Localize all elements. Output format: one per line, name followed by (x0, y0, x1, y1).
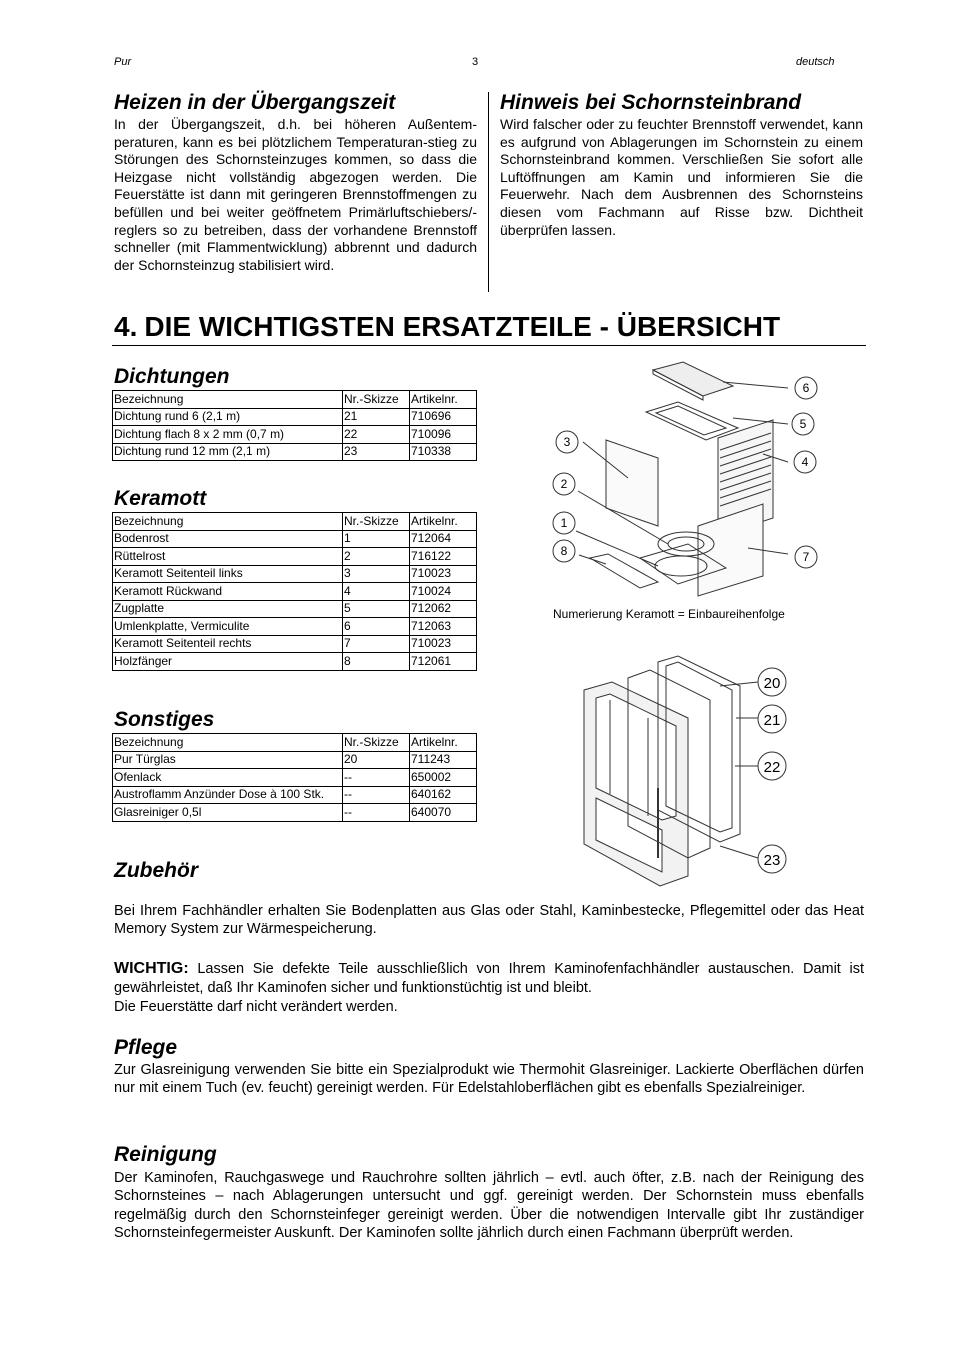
cell: Dichtung rund 12 mm (2,1 m) (113, 443, 343, 461)
label-3: 3 (563, 435, 571, 449)
cell: 640070 (410, 804, 477, 822)
table-row (113, 408, 477, 426)
table-row (113, 583, 477, 601)
section-rule (112, 345, 866, 346)
door-exploded-drawing (570, 648, 800, 890)
sonstiges-table (112, 733, 477, 822)
section-number: 4. (114, 311, 138, 342)
cell: Zugplatte (113, 600, 343, 618)
header-cell: Nr.-Skizze (343, 391, 410, 409)
hinweis-text: Wird falscher oder zu feuchter Brennstoff verwendet, kann es aufgrund von Ablagerungen im Schornstein zu einem Schornsteinbrand kommen. Verschließen Sie sofort alle Luftöffnungen am Kamin und informieren Sie die Feuerwehr. Nach dem Ausbrennen des Schornsteins diesen vom Fachmann auf Risse bzw. Dichtheit überprüfen lassen. (500, 116, 863, 238)
cell: 716122 (410, 548, 477, 566)
keramott-title: Keramott (114, 487, 207, 510)
zubehoer-text: Bei Ihrem Fachhändler erhalten Sie Bodenplatten aus Glas oder Stahl, Kaminbestecke, Pflegemittel oder das Heat Memory System zur Wärmespeicherung. (114, 903, 864, 937)
section-title (114, 311, 780, 343)
heizen-title: Heizen in der Übergangszeit (114, 91, 396, 114)
table-row (113, 565, 477, 583)
label-22: 22 (763, 759, 781, 776)
cell: 710024 (410, 583, 477, 601)
cell: 710096 (410, 426, 477, 444)
cell: 5 (343, 600, 410, 618)
label-21: 21 (763, 712, 781, 729)
cell: 712061 (410, 653, 477, 671)
keramott-table (112, 512, 477, 671)
label-4: 4 (801, 455, 809, 469)
table-row (113, 443, 477, 461)
table-row (113, 618, 477, 636)
header-cell: Artikelnr. (410, 513, 477, 531)
label-2: 2 (560, 477, 568, 491)
cell: 710696 (410, 408, 477, 426)
cell: -- (343, 804, 410, 822)
header-cell: Nr.-Skizze (343, 513, 410, 531)
table-row (113, 804, 477, 822)
cell: 22 (343, 426, 410, 444)
header-right: deutsch (796, 56, 835, 68)
cell: 711243 (410, 751, 477, 769)
label-23: 23 (763, 852, 781, 869)
label-7: 7 (802, 550, 810, 564)
table-row (113, 769, 477, 787)
table-row (113, 751, 477, 769)
heizen-text: In der Übergangszeit, d.h. bei höheren Außentem-peraturen, kann es bei plötzlichem Temperaturan-stieg zu Störungen des Schornsteinzuges kommen, so dass die Heizgase nicht vollständig abgezogen werden. Die Feuerstätte ist dann mit geringeren Brennstoffmengen zu befüllen und bei weiter geöffnetem Primärluftschiebers/-reglers so zu betreiben, dass der vorhandene Brennstoff schneller (mit Flammentwicklung) abbrennt und dadurch der Schornsteinzug stabilisiert wird. (114, 116, 477, 273)
cell: 650002 (410, 769, 477, 787)
wichtig-text2: Die Feuerstätte darf nicht verändert werden. (114, 999, 398, 1015)
cell: 2 (343, 548, 410, 566)
section-title-text: DIE WICHTIGSTEN ERSATZTEILE - ÜBERSICHT (144, 311, 781, 342)
cell: 20 (343, 751, 410, 769)
dichtungen-table (112, 390, 477, 461)
table-row (113, 786, 477, 804)
pflege-title: Pflege (114, 1036, 178, 1059)
label-6: 6 (802, 381, 810, 395)
keramott-figure-caption: Numerierung Keramott = Einbaureihenfolge (553, 607, 785, 621)
table-row (113, 548, 477, 566)
header-cell: Nr.-Skizze (343, 734, 410, 752)
header-cell: Bezeichnung (113, 734, 343, 752)
cell: Umlenkplatte, Vermiculite (113, 618, 343, 636)
header-cell: Bezeichnung (113, 391, 343, 409)
reinigung-title: Reinigung (114, 1143, 217, 1166)
cell: Austroflamm Anzünder Dose à 100 Stk. (113, 786, 343, 804)
cell: 6 (343, 618, 410, 636)
table-row (113, 600, 477, 618)
cell: Dichtung rund 6 (2,1 m) (113, 408, 343, 426)
header-cell: Artikelnr. (410, 734, 477, 752)
label-1: 1 (560, 516, 568, 530)
cell: Bodenrost (113, 530, 343, 548)
cell: Pur Türglas (113, 751, 343, 769)
table-header-row (113, 391, 477, 409)
label-5: 5 (799, 417, 807, 431)
cell: Holzfänger (113, 653, 343, 671)
cell: Keramott Seitenteil rechts (113, 635, 343, 653)
wichtig-text: Lassen Sie defekte Teile ausschließlich von Ihrem Kaminofenfachhändler austauschen. Damit ist gewährleistet, daß Ihr Kaminofen sicher und funktionstüchtig ist und bleibt. (114, 961, 864, 996)
header-cell: Artikelnr. (410, 391, 477, 409)
keramott-exploded-drawing (548, 358, 828, 598)
header-left: Pur (114, 56, 132, 68)
cell: 7 (343, 635, 410, 653)
table-row (113, 653, 477, 671)
cell: 712062 (410, 600, 477, 618)
cell: 1 (343, 530, 410, 548)
cell: Dichtung flach 8 x 2 mm (0,7 m) (113, 426, 343, 444)
table-row (113, 530, 477, 548)
cell: Ofenlack (113, 769, 343, 787)
cell: 710338 (410, 443, 477, 461)
cell: 4 (343, 583, 410, 601)
cell: -- (343, 769, 410, 787)
cell: Rüttelrost (113, 548, 343, 566)
cell: 640162 (410, 786, 477, 804)
cell: 710023 (410, 565, 477, 583)
cell: 23 (343, 443, 410, 461)
label-20: 20 (763, 675, 781, 692)
cell: 8 (343, 653, 410, 671)
wichtig-paragraph (114, 959, 864, 998)
cell: Keramott Seitenteil links (113, 565, 343, 583)
page-number: 3 (472, 56, 479, 68)
cell: Keramott Rückwand (113, 583, 343, 601)
reinigung-text: Der Kaminofen, Rauchgaswege und Rauchrohre sollten jährlich – evtl. auch öfter, z.B. nach der Reinigung des Schornsteines – nach Ablagerungen untersucht und ggf. gereinigt werden. Der Schornstein muss ebenfalls regelmäßig durch den Schornsteinfeger gereinigt werden. Über die notwendigen Intervalle gibt Ihr zuständiger Schornsteinfegermeister Auskunft. Der Kaminofen sollte jährlich durch einen Fachmann überprüft werden. (114, 1170, 864, 1241)
wichtig-label: WICHTIG: (114, 960, 189, 977)
table-header-row (113, 513, 477, 531)
pflege-text: Zur Glasreinigung verwenden Sie bitte ein Spezialprodukt wie Thermohit Glasreiniger. Lackierte Oberflächen dürfen nur mit einem Tuch (ev. feucht) gereinigt werden. Für Edelstahloberflächen gibt es ebenfalls Spezialreiniger. (114, 1062, 864, 1096)
zubehoer-title: Zubehör (114, 859, 198, 882)
table-header-row (113, 734, 477, 752)
label-8: 8 (560, 544, 568, 558)
cell: 712063 (410, 618, 477, 636)
cell: Glasreiniger 0,5l (113, 804, 343, 822)
sonstiges-title: Sonstiges (114, 708, 215, 731)
table-row (113, 426, 477, 444)
cell: 712064 (410, 530, 477, 548)
cell: 710023 (410, 635, 477, 653)
cell: 3 (343, 565, 410, 583)
column-divider (488, 92, 489, 292)
table-row (113, 635, 477, 653)
cell: 21 (343, 408, 410, 426)
hinweis-title: Hinweis bei Schornsteinbrand (500, 91, 802, 114)
cell: -- (343, 786, 410, 804)
header-cell: Bezeichnung (113, 513, 343, 531)
dichtungen-title: Dichtungen (114, 365, 230, 388)
